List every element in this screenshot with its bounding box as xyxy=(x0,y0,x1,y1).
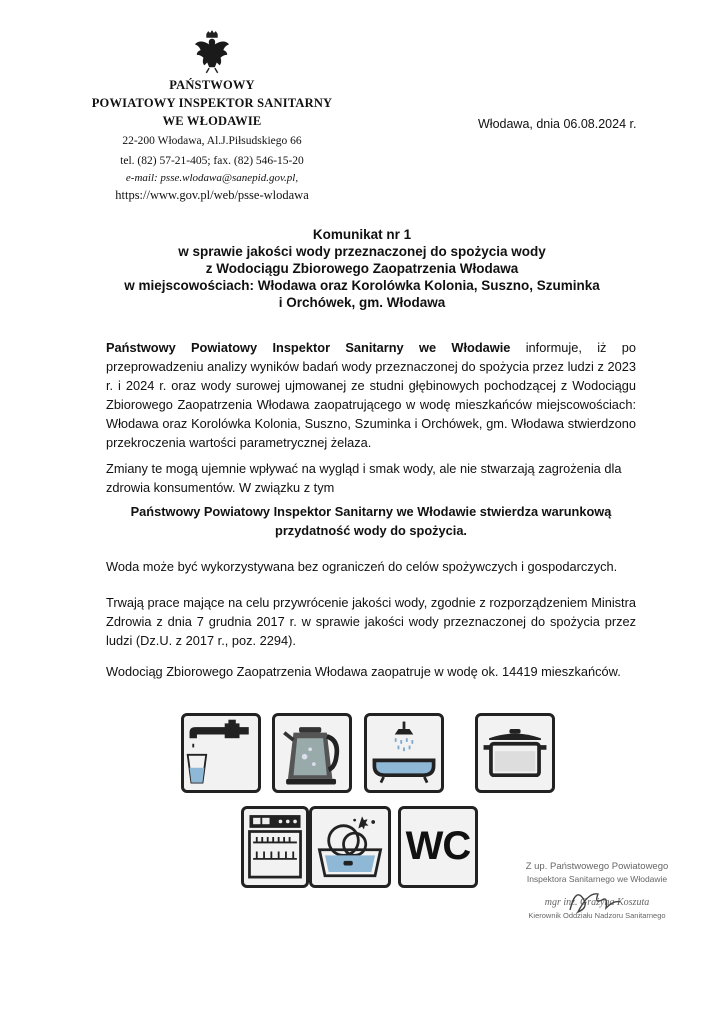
signatory-position: Kierownik Oddziału Nadzoru Sanitarnego xyxy=(528,911,666,920)
title-line-2: w sprawie jakości wody przeznaczonej do spożycia wody xyxy=(178,244,546,259)
stamp-line-2: Inspektora Sanitarnego we Włodawie xyxy=(526,874,668,884)
eagle-emblem-icon xyxy=(193,30,231,74)
decision-line-2: przydatność wody do spożycia. xyxy=(275,523,467,538)
kettle-icon xyxy=(272,713,352,793)
announcement-title xyxy=(60,226,664,311)
institution-line-3: WE WŁODAWIE xyxy=(162,114,262,128)
decision-statement xyxy=(106,502,636,540)
paragraph-findings xyxy=(106,338,636,452)
stamp-line-1: Z up. Państwowego Powiatowego xyxy=(525,861,669,872)
paragraph-population: Wodociąg Zbiorowego Zaopatrzenia Włodawa zaopatruje w wodę ok. 14419 mieszkańców. xyxy=(106,664,621,679)
letterhead xyxy=(72,30,352,204)
dishwasher-icon xyxy=(241,806,309,888)
paragraph-lead: Państwowy Powiatowy Inspektor Sanitarny we Włodawie xyxy=(106,340,511,355)
handwritten-signature xyxy=(560,880,630,920)
signatory-name: mgr inż. Grażyna Koszuta xyxy=(544,897,650,908)
document-date: Włodawa, dnia 06.08.2024 r. xyxy=(478,117,637,131)
title-line-1: Komunikat nr 1 xyxy=(312,227,412,242)
decision-line-1: Państwowy Powiatowy Inspektor Sanitarny we Włodawie stwierdza warunkową xyxy=(130,504,612,519)
bathtub-shower-icon xyxy=(364,713,444,793)
email: e-mail: psse.wlodawa@sanepid.gov.pl, xyxy=(125,172,299,184)
cooking-pot-icon xyxy=(475,713,555,793)
website-url: https://www.gov.pl/web/psse-wlodawa xyxy=(115,188,309,202)
paragraph-usage: Woda może być wykorzystywana bez ograniczeń do celów spożywczych i gospodarczych. xyxy=(106,559,618,574)
paragraph-findings-text: informuje, iż po przeprowadzeniu analizy wyników badań wody przeznaczonej do spożycia przez ludzi z 2023 r. i 2024 r. oraz wody surowej ujmowanej ze studni głębinowych pochodzącej z Wodociągu Zbiorowego Zaopatrzenia Włodawa zaopatrującego w wodę mieszkańców miejscowościach: Włodawa oraz Korolówka Kolonia, Suszno, Szuminka i Orchówek, gm. Włodawa stwierdzono przekroczenia wartości parametrycznej żelaza. xyxy=(106,340,636,450)
wc-icon: WC xyxy=(398,806,478,888)
paragraph-remediation: Trwają prace mające na celu przywrócenie jakości wody, zgodnie z rozporządzeniem Ministra Zdrowia z dnia 7 grudnia 2017 r. w sprawie jakości wody przeznaczonej do spożycia przez ludzi (Dz.U. z 2017 r., poz. 2294). xyxy=(106,595,636,648)
institution-line-2: POWIATOWY INSPEKTOR SANITARNY xyxy=(91,96,333,110)
institution-line-1: PAŃSTWOWY xyxy=(169,78,255,92)
phone-fax: tel. (82) 57-21-405; fax. (82) 546-15-20 xyxy=(120,155,304,167)
title-line-4: w miejscowościach: Włodawa oraz Korolówka Kolonia, Suszno, Szuminka xyxy=(124,278,600,293)
tap-glass-icon xyxy=(181,713,261,793)
address: 22-200 Włodawa, Al.J.Piłsudskiego 66 xyxy=(122,135,302,147)
title-line-3: z Wodociągu Zbiorowego Zaopatrzenia Włodawa xyxy=(205,261,519,276)
paragraph-effects: Zmiany te mogą ujemnie wpływać na wygląd i smak wody, ale nie stwarzają zagrożenia dla zdrowia konsumentów. W związku z tym xyxy=(106,461,622,495)
dish-washing-icon xyxy=(309,806,391,888)
title-line-5: i Orchówek, gm. Włodawa xyxy=(278,295,446,310)
